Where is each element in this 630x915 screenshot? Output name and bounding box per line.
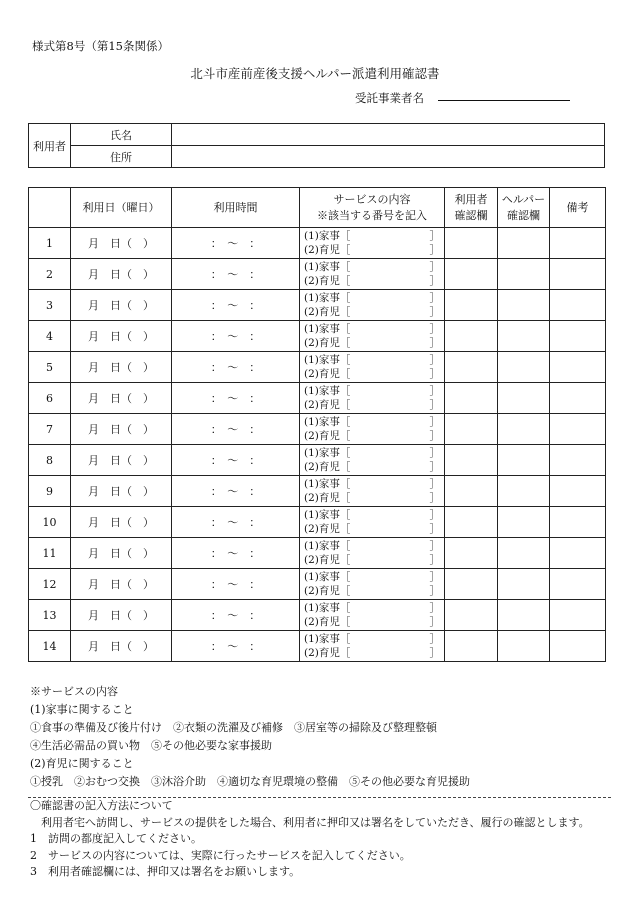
- time-cell[interactable]: ： ～ ：: [172, 538, 300, 569]
- service-cell[interactable]: [300, 414, 445, 445]
- user-confirm-cell[interactable]: [445, 631, 498, 662]
- helper-confirm-cell[interactable]: [498, 321, 550, 352]
- remarks-cell[interactable]: [550, 321, 606, 352]
- user-confirm-cell[interactable]: [445, 259, 498, 290]
- notes-housework-heading: (1)家事に関すること: [30, 703, 134, 716]
- remarks-cell[interactable]: [550, 631, 606, 662]
- row-number: 7: [29, 414, 71, 445]
- bracket-close: ］: [429, 446, 440, 459]
- service-childcare-label: (2)育児［: [304, 430, 351, 442]
- row-number: 8: [29, 445, 71, 476]
- service-childcare-line: [304, 553, 440, 568]
- table-row: [29, 569, 606, 600]
- bracket-close: ］: [429, 306, 440, 318]
- header-date: 利用日（曜日）: [71, 188, 172, 228]
- service-housework-line: [304, 539, 440, 554]
- service-childcare-line: [304, 646, 440, 661]
- user-confirm-cell[interactable]: [445, 476, 498, 507]
- time-cell[interactable]: ： ～ ：: [172, 507, 300, 538]
- table-row: [29, 414, 606, 445]
- table-row: [29, 321, 606, 352]
- table-row: [29, 538, 606, 569]
- remarks-cell[interactable]: [550, 600, 606, 631]
- time-cell[interactable]: ： ～ ：: [172, 352, 300, 383]
- row-number: 11: [29, 538, 71, 569]
- service-cell[interactable]: [300, 600, 445, 631]
- row-number: 2: [29, 259, 71, 290]
- date-cell[interactable]: 月 日（ ）: [71, 600, 172, 631]
- service-housework-label: (1)家事［: [304, 260, 351, 273]
- date-cell[interactable]: 月 日（ ）: [71, 290, 172, 321]
- service-childcare-line: [304, 305, 440, 320]
- bracket-close: ］: [429, 275, 440, 287]
- bracket-close: ］: [429, 601, 440, 614]
- table-row: [29, 600, 606, 631]
- helper-confirm-cell[interactable]: [498, 228, 550, 259]
- date-cell[interactable]: 月 日（ ）: [71, 228, 172, 259]
- remarks-cell[interactable]: [550, 507, 606, 538]
- date-cell[interactable]: 月 日（ ）: [71, 476, 172, 507]
- service-childcare-label: (2)育児［: [304, 492, 351, 504]
- row-number: 13: [29, 600, 71, 631]
- table-row: [29, 445, 606, 476]
- service-childcare-label: (2)育児［: [304, 554, 351, 566]
- notes-childcare-items: ①授乳 ②おむつ交換 ③沐浴介助 ④適切な育児環境の整備 ⑤その他必要な育児援助: [30, 775, 470, 788]
- user-label: 利用者: [29, 124, 71, 168]
- user-confirm-cell[interactable]: [445, 228, 498, 259]
- service-housework-line: [304, 260, 440, 275]
- service-childcare-label: (2)育児［: [304, 523, 351, 535]
- bracket-close: ］: [429, 415, 440, 428]
- time-cell[interactable]: ： ～ ：: [172, 383, 300, 414]
- bracket-close: ］: [429, 353, 440, 366]
- notes-childcare-heading: (2)育児に関すること: [30, 757, 134, 770]
- contractor-name-field[interactable]: [438, 100, 570, 101]
- service-childcare-line: [304, 491, 440, 506]
- table-row: [29, 631, 606, 662]
- date-cell[interactable]: 月 日（ ）: [71, 352, 172, 383]
- service-housework-line: [304, 446, 440, 461]
- service-housework-label: (1)家事［: [304, 570, 351, 583]
- row-number: 4: [29, 321, 71, 352]
- service-housework-label: (1)家事［: [304, 353, 351, 366]
- date-cell[interactable]: 月 日（ ）: [71, 507, 172, 538]
- time-cell[interactable]: ： ～ ：: [172, 414, 300, 445]
- service-housework-line: [304, 229, 440, 244]
- instructions-intro: 利用者宅へ訪問し、サービスの提供をした場合、利用者に押印又は署名をしていただき、履行の確認とします。: [30, 815, 590, 829]
- header-remarks: 備考: [550, 188, 606, 228]
- user-confirm-cell[interactable]: [445, 352, 498, 383]
- header-service-line2: ※該当する番号を記入: [317, 208, 427, 222]
- service-childcare-line: [304, 522, 440, 537]
- service-childcare-line: [304, 460, 440, 475]
- remarks-cell[interactable]: [550, 352, 606, 383]
- service-notes: [30, 683, 470, 791]
- service-cell[interactable]: [300, 321, 445, 352]
- user-confirm-cell[interactable]: [445, 569, 498, 600]
- service-childcare-label: (2)育児［: [304, 461, 351, 473]
- bracket-close: ］: [429, 616, 440, 628]
- service-housework-line: [304, 353, 440, 368]
- row-number: 10: [29, 507, 71, 538]
- remarks-cell[interactable]: [550, 383, 606, 414]
- helper-confirm-cell[interactable]: [498, 631, 550, 662]
- user-confirm-cell[interactable]: [445, 507, 498, 538]
- row-number: 3: [29, 290, 71, 321]
- service-housework-line: [304, 508, 440, 523]
- service-childcare-label: (2)育児［: [304, 585, 351, 597]
- name-label: 氏名: [71, 124, 172, 146]
- service-childcare-label: (2)育児［: [304, 399, 351, 411]
- header-user-confirm-line1: 利用者: [454, 192, 488, 206]
- bracket-close: ］: [429, 647, 440, 659]
- service-cell[interactable]: [300, 538, 445, 569]
- row-number: 5: [29, 352, 71, 383]
- service-housework-line: [304, 632, 440, 647]
- helper-confirm-cell[interactable]: [498, 507, 550, 538]
- instructions-item-1: 1 訪問の都度記入してください。: [30, 832, 202, 845]
- time-cell[interactable]: ： ～ ：: [172, 290, 300, 321]
- service-housework-label: (1)家事［: [304, 477, 351, 490]
- bracket-close: ］: [429, 260, 440, 273]
- helper-confirm-cell[interactable]: [498, 259, 550, 290]
- remarks-cell[interactable]: [550, 445, 606, 476]
- table-row: [29, 383, 606, 414]
- instructions-heading: 〇確認書の記入方法について: [30, 799, 173, 812]
- helper-confirm-cell[interactable]: [498, 383, 550, 414]
- bracket-close: ］: [429, 368, 440, 380]
- bracket-close: ］: [429, 554, 440, 566]
- date-cell[interactable]: 月 日（ ）: [71, 414, 172, 445]
- service-housework-line: [304, 291, 440, 306]
- service-housework-line: [304, 384, 440, 399]
- service-housework-line: [304, 322, 440, 337]
- header-helper-confirm-line2: 確認欄: [507, 208, 540, 222]
- service-cell[interactable]: [300, 383, 445, 414]
- service-childcare-line: [304, 367, 440, 382]
- bracket-close: ］: [429, 539, 440, 552]
- instructions-item-2: 2 サービスの内容については、実際に行ったサービスを記入してください。: [30, 848, 411, 862]
- helper-confirm-cell[interactable]: [498, 414, 550, 445]
- helper-confirm-cell[interactable]: [498, 352, 550, 383]
- service-childcare-label: (2)育児［: [304, 306, 351, 318]
- header-helper-confirm-line1: ヘルパー: [501, 192, 546, 206]
- row-number: 12: [29, 569, 71, 600]
- bracket-close: ］: [429, 461, 440, 473]
- remarks-cell[interactable]: [550, 414, 606, 445]
- bracket-close: ］: [429, 632, 440, 645]
- service-housework-line: [304, 477, 440, 492]
- notes-heading: ※サービスの内容: [30, 685, 118, 698]
- service-childcare-label: (2)育児［: [304, 368, 351, 380]
- form-number: 様式第8号（第15条関係）: [32, 39, 169, 53]
- document-title: 北斗市産前産後支援ヘルパー派遣利用確認書: [190, 66, 440, 81]
- service-cell[interactable]: [300, 228, 445, 259]
- service-housework-label: (1)家事［: [304, 446, 351, 459]
- time-cell[interactable]: ： ～ ：: [172, 445, 300, 476]
- date-cell[interactable]: 月 日（ ）: [71, 538, 172, 569]
- service-childcare-line: [304, 274, 440, 289]
- helper-confirm-cell[interactable]: [498, 538, 550, 569]
- service-cell[interactable]: [300, 631, 445, 662]
- user-info-table: [28, 123, 605, 168]
- table-row: [29, 507, 606, 538]
- service-cell[interactable]: [300, 569, 445, 600]
- date-cell[interactable]: 月 日（ ）: [71, 383, 172, 414]
- service-housework-line: [304, 570, 440, 585]
- user-confirm-cell[interactable]: [445, 290, 498, 321]
- service-childcare-label: (2)育児［: [304, 616, 351, 628]
- user-confirm-cell[interactable]: [445, 414, 498, 445]
- user-confirm-cell[interactable]: [445, 321, 498, 352]
- table-row: [29, 259, 606, 290]
- name-field[interactable]: [172, 124, 605, 146]
- service-childcare-line: [304, 243, 440, 258]
- header-user-confirm: [445, 188, 498, 228]
- helper-confirm-cell[interactable]: [498, 600, 550, 631]
- service-housework-label: (1)家事［: [304, 601, 351, 614]
- bracket-close: ］: [429, 585, 440, 597]
- service-childcare-label: (2)育児［: [304, 275, 351, 287]
- header-service: [300, 188, 445, 228]
- user-confirm-cell[interactable]: [445, 600, 498, 631]
- bracket-close: ］: [429, 508, 440, 521]
- service-childcare-line: [304, 584, 440, 599]
- instructions: [30, 798, 590, 881]
- bracket-close: ］: [429, 430, 440, 442]
- helper-confirm-cell[interactable]: [498, 290, 550, 321]
- user-confirm-cell[interactable]: [445, 538, 498, 569]
- table-row: [29, 228, 606, 259]
- service-cell[interactable]: [300, 259, 445, 290]
- bracket-close: ］: [429, 523, 440, 535]
- table-row: [29, 352, 606, 383]
- service-cell[interactable]: [300, 476, 445, 507]
- time-cell[interactable]: ： ～ ：: [172, 476, 300, 507]
- time-cell[interactable]: ： ～ ：: [172, 321, 300, 352]
- service-housework-label: (1)家事［: [304, 322, 351, 335]
- notes-housework-items-1: ①食事の準備及び後片付け ②衣類の洗濯及び補修 ③居室等の掃除及び整理整頓: [30, 721, 437, 734]
- time-cell[interactable]: ： ～ ：: [172, 631, 300, 662]
- date-cell[interactable]: 月 日（ ）: [71, 321, 172, 352]
- user-confirm-cell[interactable]: [445, 445, 498, 476]
- service-housework-label: (1)家事［: [304, 539, 351, 552]
- date-cell[interactable]: 月 日（ ）: [71, 569, 172, 600]
- contractor-label: 受託事業者名: [355, 91, 424, 105]
- remarks-cell[interactable]: [550, 259, 606, 290]
- bracket-close: ］: [429, 399, 440, 411]
- service-housework-line: [304, 415, 440, 430]
- date-cell[interactable]: 月 日（ ）: [71, 631, 172, 662]
- notes-housework-items-2: ④生活必需品の買い物 ⑤その他必要な家事援助: [30, 739, 272, 752]
- bracket-close: ］: [429, 492, 440, 504]
- header-helper-confirm: [498, 188, 550, 228]
- service-childcare-line: [304, 429, 440, 444]
- service-childcare-line: [304, 398, 440, 413]
- header-time: 利用時間: [172, 188, 300, 228]
- row-number: 6: [29, 383, 71, 414]
- service-cell[interactable]: [300, 445, 445, 476]
- bracket-close: ］: [429, 477, 440, 490]
- service-cell[interactable]: [300, 507, 445, 538]
- service-housework-label: (1)家事［: [304, 291, 351, 304]
- row-number: 1: [29, 228, 71, 259]
- remarks-cell[interactable]: [550, 476, 606, 507]
- service-cell[interactable]: [300, 290, 445, 321]
- service-housework-line: [304, 601, 440, 616]
- remarks-cell[interactable]: [550, 228, 606, 259]
- service-childcare-label: (2)育児［: [304, 244, 351, 256]
- time-cell[interactable]: ： ～ ：: [172, 600, 300, 631]
- service-housework-label: (1)家事［: [304, 632, 351, 645]
- date-cell[interactable]: 月 日（ ）: [71, 259, 172, 290]
- time-cell[interactable]: ： ～ ：: [172, 259, 300, 290]
- row-number: 14: [29, 631, 71, 662]
- remarks-cell[interactable]: [550, 569, 606, 600]
- helper-confirm-cell[interactable]: [498, 445, 550, 476]
- time-cell[interactable]: ： ～ ：: [172, 228, 300, 259]
- bracket-close: ］: [429, 229, 440, 242]
- service-cell[interactable]: [300, 352, 445, 383]
- date-cell[interactable]: 月 日（ ）: [71, 445, 172, 476]
- header-user-confirm-line2: 確認欄: [454, 208, 488, 222]
- bracket-close: ］: [429, 570, 440, 583]
- row-number: 9: [29, 476, 71, 507]
- service-childcare-line: [304, 615, 440, 630]
- table-row: [29, 476, 606, 507]
- service-housework-label: (1)家事［: [304, 229, 351, 242]
- header-service-line1: サービスの内容: [333, 192, 411, 206]
- bracket-close: ］: [429, 322, 440, 335]
- bracket-close: ］: [429, 337, 440, 349]
- service-childcare-label: (2)育児［: [304, 337, 351, 349]
- remarks-cell[interactable]: [550, 290, 606, 321]
- helper-confirm-cell[interactable]: [498, 476, 550, 507]
- table-row: [29, 290, 606, 321]
- time-cell[interactable]: ： ～ ：: [172, 569, 300, 600]
- service-housework-label: (1)家事［: [304, 384, 351, 397]
- user-confirm-cell[interactable]: [445, 383, 498, 414]
- instructions-item-3: 3 利用者確認欄には、押印又は署名をお願いします。: [30, 865, 301, 878]
- service-housework-label: (1)家事［: [304, 508, 351, 521]
- header-number: [29, 188, 71, 228]
- service-housework-label: (1)家事［: [304, 415, 351, 428]
- address-label: 住所: [71, 146, 172, 168]
- bracket-close: ］: [429, 291, 440, 304]
- service-childcare-line: [304, 336, 440, 351]
- bracket-close: ］: [429, 244, 440, 256]
- helper-confirm-cell[interactable]: [498, 569, 550, 600]
- usage-table: [28, 187, 606, 662]
- address-field[interactable]: [172, 146, 605, 168]
- bracket-close: ］: [429, 384, 440, 397]
- remarks-cell[interactable]: [550, 538, 606, 569]
- service-childcare-label: (2)育児［: [304, 647, 351, 659]
